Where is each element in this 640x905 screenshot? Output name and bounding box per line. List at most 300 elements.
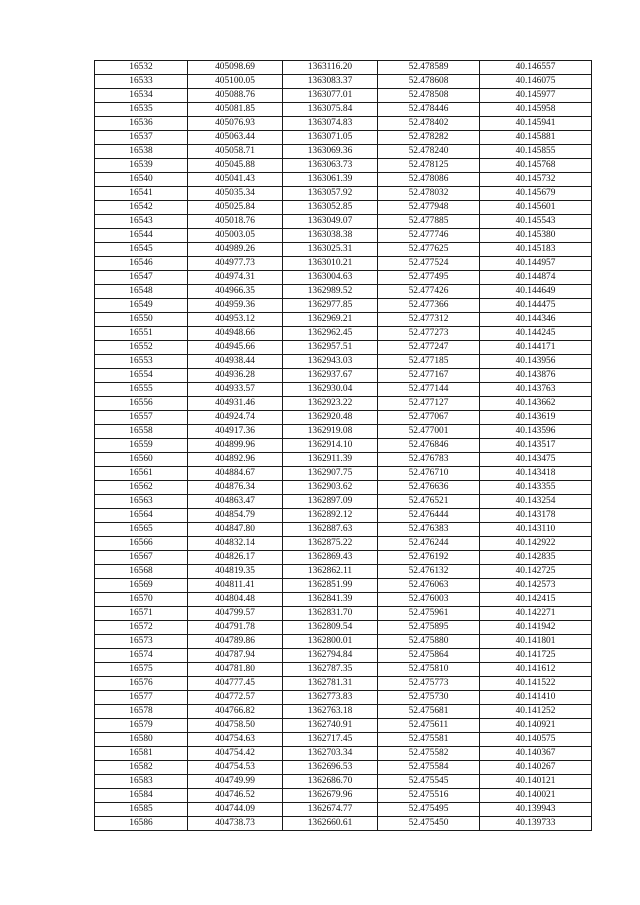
- latitude-cell: 52.477426: [378, 285, 480, 299]
- easting-cell: 404876.34: [188, 481, 283, 495]
- latitude-cell: 52.476003: [378, 593, 480, 607]
- coordinates-table: [94, 60, 592, 831]
- longitude-cell: 40.142573: [480, 579, 592, 593]
- northing-cell: 1362930.04: [283, 383, 378, 397]
- northing-cell: 1363063.73: [283, 159, 378, 173]
- easting-cell: 404974.31: [188, 271, 283, 285]
- longitude-cell: 40.140121: [480, 775, 592, 789]
- longitude-cell: 40.142835: [480, 551, 592, 565]
- table-row: [95, 691, 592, 705]
- table-row: [95, 397, 592, 411]
- latitude-cell: 52.476783: [378, 453, 480, 467]
- latitude-cell: 52.477495: [378, 271, 480, 285]
- longitude-cell: 40.141252: [480, 705, 592, 719]
- northing-cell: 1363075.84: [283, 103, 378, 117]
- northing-cell: 1362923.22: [283, 397, 378, 411]
- northing-cell: 1362794.84: [283, 649, 378, 663]
- point-id-cell: 16546: [95, 257, 188, 271]
- longitude-cell: 40.140267: [480, 761, 592, 775]
- latitude-cell: 52.476521: [378, 495, 480, 509]
- table-row: [95, 145, 592, 159]
- table-row: [95, 355, 592, 369]
- point-id-cell: 16543: [95, 215, 188, 229]
- northing-cell: 1362773.83: [283, 691, 378, 705]
- latitude-cell: 52.477524: [378, 257, 480, 271]
- northing-cell: 1363071.05: [283, 131, 378, 145]
- easting-cell: 404804.48: [188, 593, 283, 607]
- point-id-cell: 16532: [95, 61, 188, 75]
- latitude-cell: 52.475450: [378, 817, 480, 831]
- table-row: [95, 425, 592, 439]
- easting-cell: 405058.71: [188, 145, 283, 159]
- easting-cell: 404754.63: [188, 733, 283, 747]
- point-id-cell: 16547: [95, 271, 188, 285]
- point-id-cell: 16552: [95, 341, 188, 355]
- table-row: [95, 341, 592, 355]
- latitude-cell: 52.475810: [378, 663, 480, 677]
- point-id-cell: 16556: [95, 397, 188, 411]
- easting-cell: 405088.76: [188, 89, 283, 103]
- point-id-cell: 16560: [95, 453, 188, 467]
- longitude-cell: 40.143876: [480, 369, 592, 383]
- easting-cell: 404811.41: [188, 579, 283, 593]
- easting-cell: 404854.79: [188, 509, 283, 523]
- longitude-cell: 40.143110: [480, 523, 592, 537]
- latitude-cell: 52.476710: [378, 467, 480, 481]
- table-row: [95, 117, 592, 131]
- table-row: [95, 229, 592, 243]
- table-row: [95, 159, 592, 173]
- easting-cell: 404781.80: [188, 663, 283, 677]
- latitude-cell: 52.477144: [378, 383, 480, 397]
- northing-cell: 1362686.70: [283, 775, 378, 789]
- table-row: [95, 75, 592, 89]
- point-id-cell: 16553: [95, 355, 188, 369]
- easting-cell: 404789.86: [188, 635, 283, 649]
- longitude-cell: 40.144346: [480, 313, 592, 327]
- northing-cell: 1362919.08: [283, 425, 378, 439]
- northing-cell: 1362703.34: [283, 747, 378, 761]
- easting-cell: 404936.28: [188, 369, 283, 383]
- northing-cell: 1362851.99: [283, 579, 378, 593]
- northing-cell: 1362957.51: [283, 341, 378, 355]
- northing-cell: 1362887.63: [283, 523, 378, 537]
- latitude-cell: 52.478086: [378, 173, 480, 187]
- latitude-cell: 52.476846: [378, 439, 480, 453]
- table-row: [95, 481, 592, 495]
- latitude-cell: 52.476244: [378, 537, 480, 551]
- table-row: [95, 131, 592, 145]
- latitude-cell: 52.476132: [378, 565, 480, 579]
- point-id-cell: 16566: [95, 537, 188, 551]
- point-id-cell: 16570: [95, 593, 188, 607]
- point-id-cell: 16586: [95, 817, 188, 831]
- latitude-cell: 52.475681: [378, 705, 480, 719]
- longitude-cell: 40.145732: [480, 173, 592, 187]
- point-id-cell: 16537: [95, 131, 188, 145]
- point-id-cell: 16583: [95, 775, 188, 789]
- point-id-cell: 16574: [95, 649, 188, 663]
- easting-cell: 404826.17: [188, 551, 283, 565]
- table-row: [95, 243, 592, 257]
- point-id-cell: 16584: [95, 789, 188, 803]
- table-row: [95, 747, 592, 761]
- northing-cell: 1362674.77: [283, 803, 378, 817]
- longitude-cell: 40.145679: [480, 187, 592, 201]
- point-id-cell: 16542: [95, 201, 188, 215]
- table-row: [95, 523, 592, 537]
- latitude-cell: 52.475584: [378, 761, 480, 775]
- latitude-cell: 52.477127: [378, 397, 480, 411]
- table-row: [95, 621, 592, 635]
- northing-cell: 1362717.45: [283, 733, 378, 747]
- easting-cell: 405100.05: [188, 75, 283, 89]
- table-row: [95, 327, 592, 341]
- northing-cell: 1362897.09: [283, 495, 378, 509]
- northing-cell: 1362914.10: [283, 439, 378, 453]
- table-row: [95, 187, 592, 201]
- point-id-cell: 16533: [95, 75, 188, 89]
- latitude-cell: 52.477885: [378, 215, 480, 229]
- table-row: [95, 677, 592, 691]
- longitude-cell: 40.144957: [480, 257, 592, 271]
- latitude-cell: 52.475864: [378, 649, 480, 663]
- easting-cell: 404766.82: [188, 705, 283, 719]
- point-id-cell: 16576: [95, 677, 188, 691]
- longitude-cell: 40.143517: [480, 439, 592, 453]
- table-row: [95, 733, 592, 747]
- longitude-cell: 40.141612: [480, 663, 592, 677]
- point-id-cell: 16548: [95, 285, 188, 299]
- table-row: [95, 103, 592, 117]
- latitude-cell: 52.475895: [378, 621, 480, 635]
- longitude-cell: 40.143619: [480, 411, 592, 425]
- easting-cell: 404884.67: [188, 467, 283, 481]
- longitude-cell: 40.140021: [480, 789, 592, 803]
- table-row: [95, 509, 592, 523]
- easting-cell: 405035.34: [188, 187, 283, 201]
- table-row: [95, 719, 592, 733]
- longitude-cell: 40.141522: [480, 677, 592, 691]
- longitude-cell: 40.143475: [480, 453, 592, 467]
- easting-cell: 404777.45: [188, 677, 283, 691]
- latitude-cell: 52.476192: [378, 551, 480, 565]
- easting-cell: 404744.09: [188, 803, 283, 817]
- northing-cell: 1362800.01: [283, 635, 378, 649]
- latitude-cell: 52.478240: [378, 145, 480, 159]
- northing-cell: 1362989.52: [283, 285, 378, 299]
- longitude-cell: 40.143956: [480, 355, 592, 369]
- northing-cell: 1363074.83: [283, 117, 378, 131]
- latitude-cell: 52.477366: [378, 299, 480, 313]
- table-row: [95, 705, 592, 719]
- point-id-cell: 16540: [95, 173, 188, 187]
- northing-cell: 1362907.75: [283, 467, 378, 481]
- point-id-cell: 16536: [95, 117, 188, 131]
- longitude-cell: 40.145380: [480, 229, 592, 243]
- point-id-cell: 16561: [95, 467, 188, 481]
- point-id-cell: 16579: [95, 719, 188, 733]
- latitude-cell: 52.477625: [378, 243, 480, 257]
- table-row: [95, 439, 592, 453]
- point-id-cell: 16535: [95, 103, 188, 117]
- longitude-cell: 40.142922: [480, 537, 592, 551]
- latitude-cell: 52.478589: [378, 61, 480, 75]
- table-row: [95, 495, 592, 509]
- easting-cell: 405081.85: [188, 103, 283, 117]
- northing-cell: 1363010.21: [283, 257, 378, 271]
- northing-cell: 1362911.39: [283, 453, 378, 467]
- table-row: [95, 593, 592, 607]
- longitude-cell: 40.143596: [480, 425, 592, 439]
- northing-cell: 1363038.38: [283, 229, 378, 243]
- latitude-cell: 52.477185: [378, 355, 480, 369]
- easting-cell: 404787.94: [188, 649, 283, 663]
- table-row: [95, 649, 592, 663]
- table-row: [95, 467, 592, 481]
- latitude-cell: 52.477746: [378, 229, 480, 243]
- easting-cell: 404959.36: [188, 299, 283, 313]
- table-row: [95, 789, 592, 803]
- table-row: [95, 817, 592, 831]
- northing-cell: 1362841.39: [283, 593, 378, 607]
- latitude-cell: 52.477273: [378, 327, 480, 341]
- point-id-cell: 16577: [95, 691, 188, 705]
- latitude-cell: 52.477312: [378, 313, 480, 327]
- latitude-cell: 52.477167: [378, 369, 480, 383]
- longitude-cell: 40.144475: [480, 299, 592, 313]
- northing-cell: 1363025.31: [283, 243, 378, 257]
- northing-cell: 1363049.07: [283, 215, 378, 229]
- longitude-cell: 40.140367: [480, 747, 592, 761]
- longitude-cell: 40.145543: [480, 215, 592, 229]
- table-row: [95, 635, 592, 649]
- latitude-cell: 52.475516: [378, 789, 480, 803]
- table-row: [95, 369, 592, 383]
- longitude-cell: 40.141942: [480, 621, 592, 635]
- easting-cell: 404924.74: [188, 411, 283, 425]
- latitude-cell: 52.478402: [378, 117, 480, 131]
- easting-cell: 404791.78: [188, 621, 283, 635]
- northing-cell: 1363004.63: [283, 271, 378, 285]
- table-row: [95, 201, 592, 215]
- table-row: [95, 453, 592, 467]
- easting-cell: 404819.35: [188, 565, 283, 579]
- longitude-cell: 40.144171: [480, 341, 592, 355]
- table-row: [95, 383, 592, 397]
- easting-cell: 404754.53: [188, 761, 283, 775]
- point-id-cell: 16582: [95, 761, 188, 775]
- table-row: [95, 803, 592, 817]
- point-id-cell: 16550: [95, 313, 188, 327]
- longitude-cell: 40.144874: [480, 271, 592, 285]
- point-id-cell: 16541: [95, 187, 188, 201]
- latitude-cell: 52.475545: [378, 775, 480, 789]
- easting-cell: 404933.57: [188, 383, 283, 397]
- easting-cell: 404948.66: [188, 327, 283, 341]
- longitude-cell: 40.141725: [480, 649, 592, 663]
- point-id-cell: 16549: [95, 299, 188, 313]
- northing-cell: 1362781.31: [283, 677, 378, 691]
- point-id-cell: 16565: [95, 523, 188, 537]
- easting-cell: 405098.69: [188, 61, 283, 75]
- latitude-cell: 52.475880: [378, 635, 480, 649]
- point-id-cell: 16581: [95, 747, 188, 761]
- longitude-cell: 40.144649: [480, 285, 592, 299]
- latitude-cell: 52.478608: [378, 75, 480, 89]
- table-row: [95, 411, 592, 425]
- latitude-cell: 52.476063: [378, 579, 480, 593]
- longitude-cell: 40.143178: [480, 509, 592, 523]
- easting-cell: 404799.57: [188, 607, 283, 621]
- point-id-cell: 16554: [95, 369, 188, 383]
- longitude-cell: 40.143254: [480, 495, 592, 509]
- latitude-cell: 52.477948: [378, 201, 480, 215]
- latitude-cell: 52.476383: [378, 523, 480, 537]
- longitude-cell: 40.141801: [480, 635, 592, 649]
- easting-cell: 404863.47: [188, 495, 283, 509]
- northing-cell: 1362977.85: [283, 299, 378, 313]
- easting-cell: 404758.50: [188, 719, 283, 733]
- point-id-cell: 16555: [95, 383, 188, 397]
- easting-cell: 405063.44: [188, 131, 283, 145]
- latitude-cell: 52.477067: [378, 411, 480, 425]
- longitude-cell: 40.139733: [480, 817, 592, 831]
- longitude-cell: 40.145881: [480, 131, 592, 145]
- easting-cell: 404738.73: [188, 817, 283, 831]
- easting-cell: 405018.76: [188, 215, 283, 229]
- easting-cell: 404945.66: [188, 341, 283, 355]
- latitude-cell: 52.476636: [378, 481, 480, 495]
- table-row: [95, 89, 592, 103]
- point-id-cell: 16564: [95, 509, 188, 523]
- point-id-cell: 16544: [95, 229, 188, 243]
- latitude-cell: 52.477001: [378, 425, 480, 439]
- latitude-cell: 52.478446: [378, 103, 480, 117]
- table-row: [95, 565, 592, 579]
- longitude-cell: 40.146557: [480, 61, 592, 75]
- point-id-cell: 16580: [95, 733, 188, 747]
- latitude-cell: 52.475773: [378, 677, 480, 691]
- point-id-cell: 16558: [95, 425, 188, 439]
- longitude-cell: 40.143418: [480, 467, 592, 481]
- table-row: [95, 775, 592, 789]
- table-row: [95, 663, 592, 677]
- point-id-cell: 16572: [95, 621, 188, 635]
- point-id-cell: 16567: [95, 551, 188, 565]
- easting-cell: 404832.14: [188, 537, 283, 551]
- point-id-cell: 16557: [95, 411, 188, 425]
- northing-cell: 1362679.96: [283, 789, 378, 803]
- latitude-cell: 52.478282: [378, 131, 480, 145]
- northing-cell: 1362962.45: [283, 327, 378, 341]
- table-row: [95, 579, 592, 593]
- longitude-cell: 40.146075: [480, 75, 592, 89]
- easting-cell: 404917.36: [188, 425, 283, 439]
- longitude-cell: 40.141410: [480, 691, 592, 705]
- easting-cell: 404989.26: [188, 243, 283, 257]
- table-row: [95, 285, 592, 299]
- point-id-cell: 16575: [95, 663, 188, 677]
- table-row: [95, 61, 592, 75]
- point-id-cell: 16551: [95, 327, 188, 341]
- northing-cell: 1362875.22: [283, 537, 378, 551]
- easting-cell: 404749.99: [188, 775, 283, 789]
- northing-cell: 1362660.61: [283, 817, 378, 831]
- northing-cell: 1363057.92: [283, 187, 378, 201]
- point-id-cell: 16545: [95, 243, 188, 257]
- point-id-cell: 16534: [95, 89, 188, 103]
- point-id-cell: 16539: [95, 159, 188, 173]
- table-row: [95, 313, 592, 327]
- table-row: [95, 215, 592, 229]
- northing-cell: 1362831.70: [283, 607, 378, 621]
- easting-cell: 404966.35: [188, 285, 283, 299]
- northing-cell: 1363077.01: [283, 89, 378, 103]
- easting-cell: 404953.12: [188, 313, 283, 327]
- easting-cell: 405025.84: [188, 201, 283, 215]
- longitude-cell: 40.145855: [480, 145, 592, 159]
- latitude-cell: 52.475730: [378, 691, 480, 705]
- easting-cell: 405003.05: [188, 229, 283, 243]
- northing-cell: 1362696.53: [283, 761, 378, 775]
- longitude-cell: 40.145768: [480, 159, 592, 173]
- northing-cell: 1362920.48: [283, 411, 378, 425]
- northing-cell: 1362937.67: [283, 369, 378, 383]
- latitude-cell: 52.475582: [378, 747, 480, 761]
- latitude-cell: 52.477247: [378, 341, 480, 355]
- northing-cell: 1363069.36: [283, 145, 378, 159]
- table-row: [95, 761, 592, 775]
- point-id-cell: 16563: [95, 495, 188, 509]
- longitude-cell: 40.140921: [480, 719, 592, 733]
- northing-cell: 1363116.20: [283, 61, 378, 75]
- table-row: [95, 173, 592, 187]
- point-id-cell: 16585: [95, 803, 188, 817]
- easting-cell: 404892.96: [188, 453, 283, 467]
- easting-cell: 404746.52: [188, 789, 283, 803]
- longitude-cell: 40.145601: [480, 201, 592, 215]
- point-id-cell: 16578: [95, 705, 188, 719]
- table-body: [95, 61, 592, 831]
- northing-cell: 1362862.11: [283, 565, 378, 579]
- easting-cell: 404938.44: [188, 355, 283, 369]
- easting-cell: 404931.46: [188, 397, 283, 411]
- latitude-cell: 52.476444: [378, 509, 480, 523]
- longitude-cell: 40.142725: [480, 565, 592, 579]
- easting-cell: 404899.96: [188, 439, 283, 453]
- longitude-cell: 40.139943: [480, 803, 592, 817]
- longitude-cell: 40.144245: [480, 327, 592, 341]
- northing-cell: 1363061.39: [283, 173, 378, 187]
- point-id-cell: 16569: [95, 579, 188, 593]
- point-id-cell: 16562: [95, 481, 188, 495]
- northing-cell: 1363083.37: [283, 75, 378, 89]
- northing-cell: 1362763.18: [283, 705, 378, 719]
- longitude-cell: 40.142271: [480, 607, 592, 621]
- latitude-cell: 52.475611: [378, 719, 480, 733]
- longitude-cell: 40.143763: [480, 383, 592, 397]
- table-row: [95, 551, 592, 565]
- northing-cell: 1363052.85: [283, 201, 378, 215]
- point-id-cell: 16538: [95, 145, 188, 159]
- easting-cell: 404977.73: [188, 257, 283, 271]
- northing-cell: 1362809.54: [283, 621, 378, 635]
- northing-cell: 1362892.12: [283, 509, 378, 523]
- longitude-cell: 40.142415: [480, 593, 592, 607]
- table-row: [95, 607, 592, 621]
- table-row: [95, 257, 592, 271]
